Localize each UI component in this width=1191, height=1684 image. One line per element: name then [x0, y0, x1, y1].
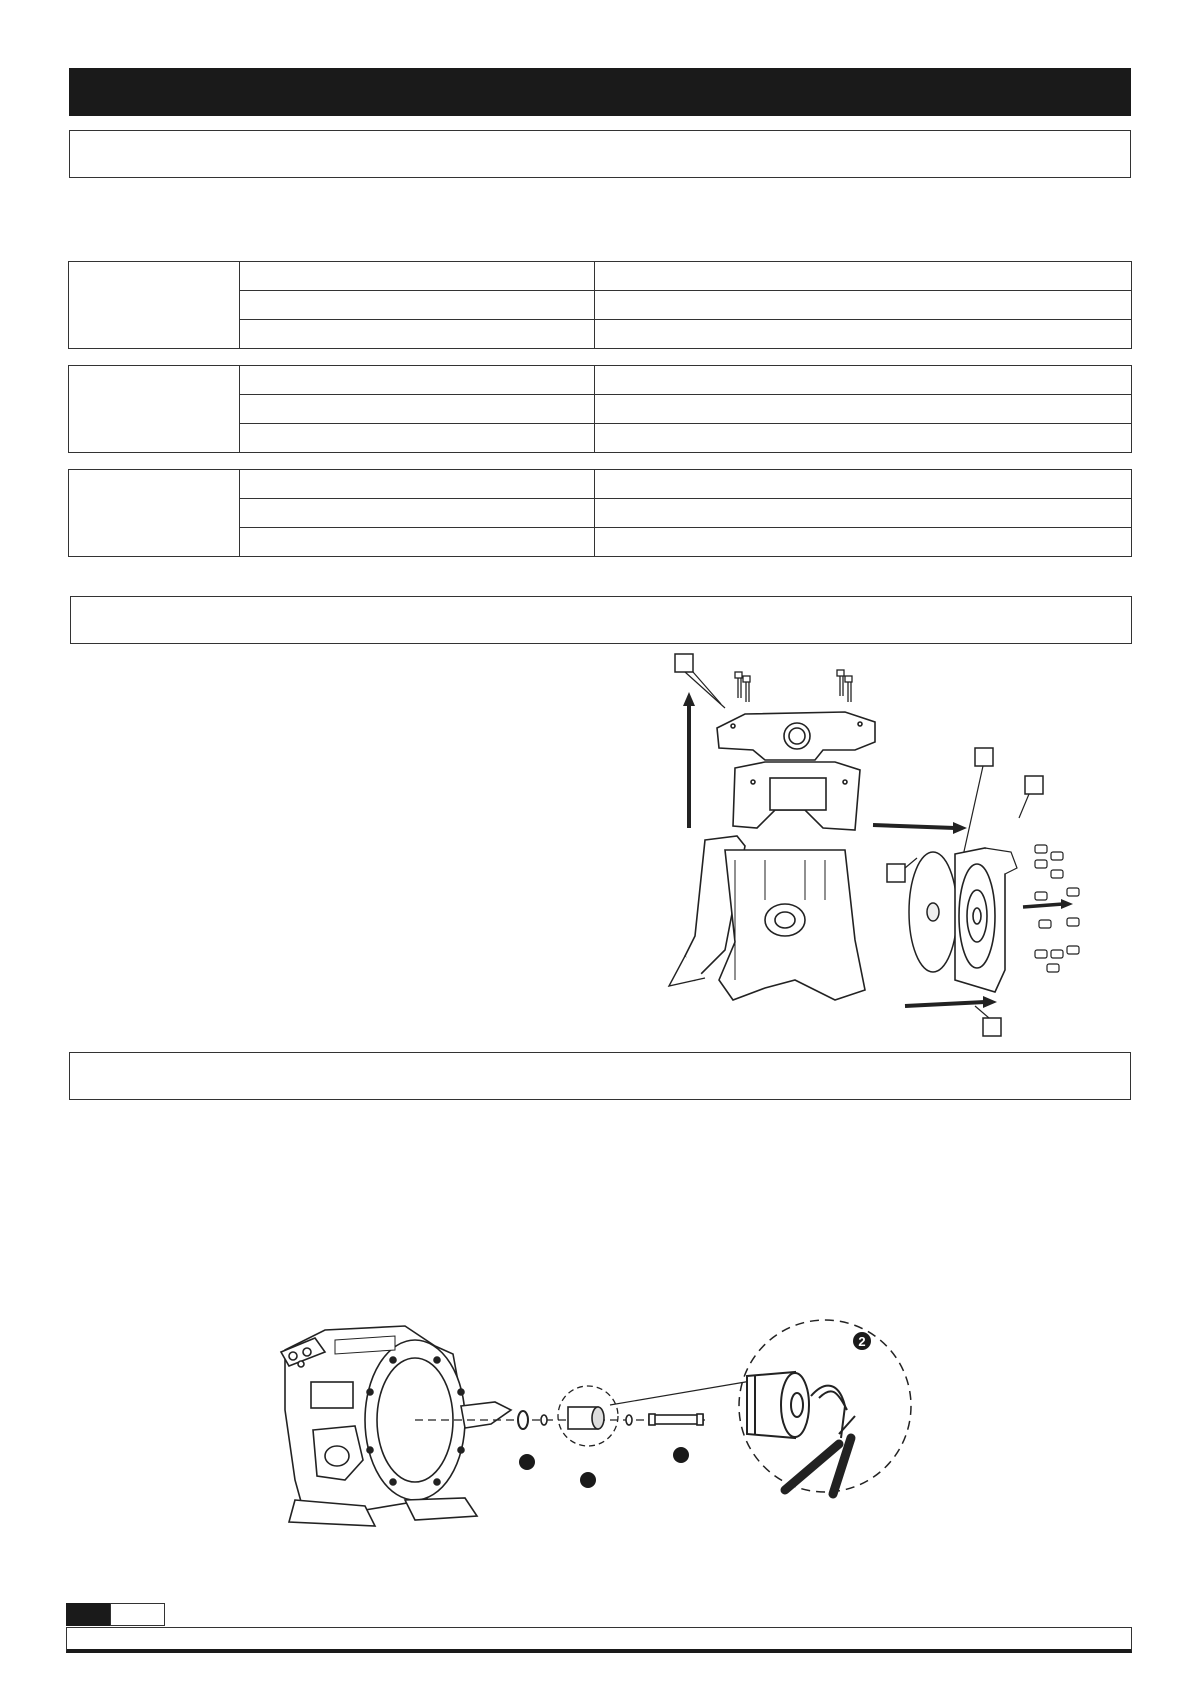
table-cell [595, 320, 1132, 349]
table-cell [595, 366, 1132, 395]
table-cell [595, 528, 1132, 557]
top-bolts [735, 670, 852, 702]
callout-box [983, 1018, 1001, 1036]
diaphragm [909, 852, 957, 972]
table-group-cell [69, 366, 240, 453]
small-ring [541, 1415, 547, 1425]
table-group-cell [69, 470, 240, 557]
table-cell [240, 366, 595, 395]
spec-table-1 [68, 261, 1132, 349]
footer-tab-dark [66, 1603, 110, 1626]
header-bar [69, 68, 1131, 116]
table-cell [240, 291, 595, 320]
table-group-cell [69, 262, 240, 349]
table-cell [595, 291, 1132, 320]
footer-tab-light [110, 1603, 165, 1626]
section-title-box-3 [69, 1052, 1131, 1100]
spec-table-3 [68, 469, 1132, 557]
outer-chamber [955, 848, 1017, 992]
table-cell [595, 262, 1132, 291]
table-cell [240, 395, 595, 424]
lower-pump-body [669, 836, 865, 1000]
section-title-box-1 [69, 130, 1131, 178]
bushing [568, 1407, 604, 1429]
pump-body [281, 1326, 511, 1526]
footer-bar [66, 1627, 1132, 1653]
callout-dot [580, 1472, 596, 1488]
section-title-box-2 [70, 596, 1132, 644]
shaft-assembly-diagram [265, 1310, 945, 1545]
table-cell [240, 262, 595, 291]
table-cell [595, 499, 1132, 528]
callout-number: 2 [858, 1334, 866, 1349]
shaft [649, 1414, 703, 1425]
table-row [69, 470, 1132, 499]
table-row [69, 262, 1132, 291]
table-row [69, 366, 1132, 395]
small-ring [626, 1415, 632, 1425]
pump-exploded-diagram [655, 650, 1130, 1050]
spec-table-2 [68, 365, 1132, 453]
table-cell [595, 424, 1132, 453]
chamber-bolts [1035, 845, 1079, 972]
table-cell [240, 470, 595, 499]
callout-box [887, 864, 905, 882]
table-cell [240, 424, 595, 453]
table-cell [240, 528, 595, 557]
callout-dot [673, 1447, 689, 1463]
callout-box [675, 654, 693, 672]
center-block [733, 762, 860, 830]
table-cell [595, 470, 1132, 499]
callout-box [975, 748, 993, 766]
top-manifold [717, 712, 875, 760]
table-cell [240, 320, 595, 349]
table-cell [595, 395, 1132, 424]
callout-box [1025, 776, 1043, 794]
table-cell [240, 499, 595, 528]
bushing-detail [747, 1372, 809, 1438]
o-ring [518, 1411, 528, 1429]
callout-dot [519, 1454, 535, 1470]
